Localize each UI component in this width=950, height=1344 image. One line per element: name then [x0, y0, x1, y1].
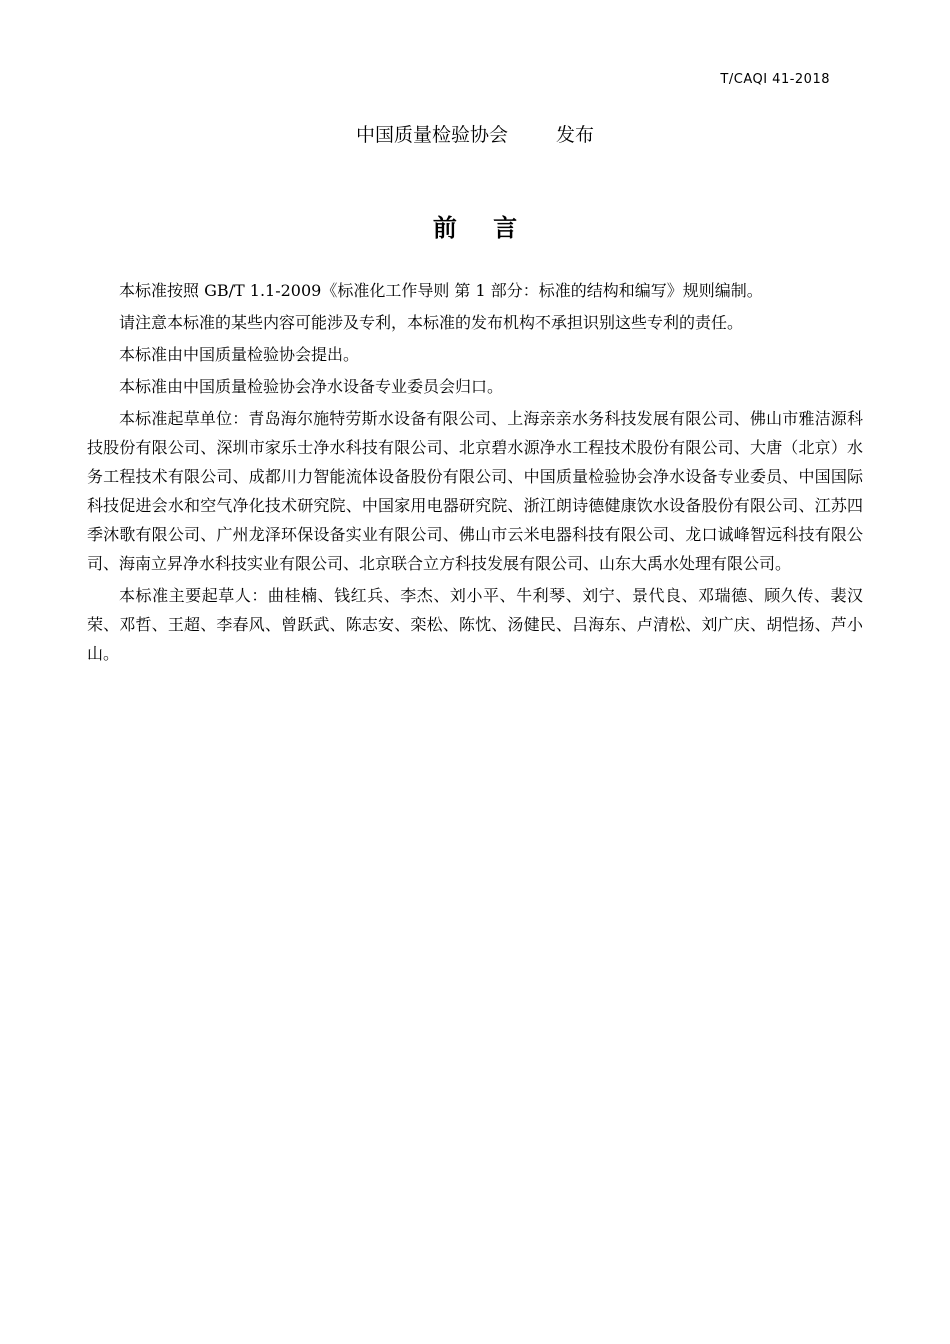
paragraph-drafting-units: 本标准起草单位：青岛海尔施特劳斯水设备有限公司、上海亲亲水务科技发展有限公司、佛山市雅洁源科技股份有限公司、深圳市家乐士净水科技有限公司、北京碧水源净水工程技术股份有限公司、大唐（北京）水务工程技术有限公司、成都川力智能流体设备股份有限公司、中国质量检验协会净水设备专业委员、中国国际科技促进会水和空气净化技术研究院、中国家用电器研究院、浙江朗诗德健康饮水设备股份有限公司、江苏四季沐歌有限公司、广州龙泽环保设备实业有限公司、佛山市云米电器科技有限公司、龙口诚峰智远科技有限公司、海南立昇净水科技实业有限公司、北京联合立方科技发展有限公司、山东大禹水处理有限公司。 — [87, 409, 863, 573]
foreword-body — [87, 276, 863, 668]
paragraph-administrator: 本标准由中国质量检验协会净水设备专业委员会归口。 — [119, 377, 504, 396]
publisher-name: 中国质量检验协会 — [355, 124, 508, 146]
standard-code: T/CAQI 41-2018 — [720, 72, 830, 87]
paragraph-proposer: 本标准由中国质量检验协会提出。 — [119, 345, 360, 364]
publisher-line — [0, 120, 950, 147]
section-title: 前 言 — [432, 214, 532, 242]
paragraph-drafting-rules: 本标准按照 GB/T 1.1-2009《标准化工作导则 第 1 部分：标准的结构和编写》规则编制。 — [119, 281, 763, 300]
paragraph-patent-notice: 请注意本标准的某些内容可能涉及专利，本标准的发布机构不承担识别这些专利的责任。 — [119, 313, 744, 332]
paragraph-drafters: 本标准主要起草人：曲桂楠、钱红兵、李杰、刘小平、牛利琴、刘宁、景代良、邓瑞德、顾久传、裴汉荣、邓哲、王超、李春风、曾跃武、陈志安、栾松、陈忱、汤健民、吕海东、卢清松、刘广庆、胡恺扬、芦小山。 — [87, 586, 863, 663]
publish-label: 发布 — [556, 124, 595, 146]
